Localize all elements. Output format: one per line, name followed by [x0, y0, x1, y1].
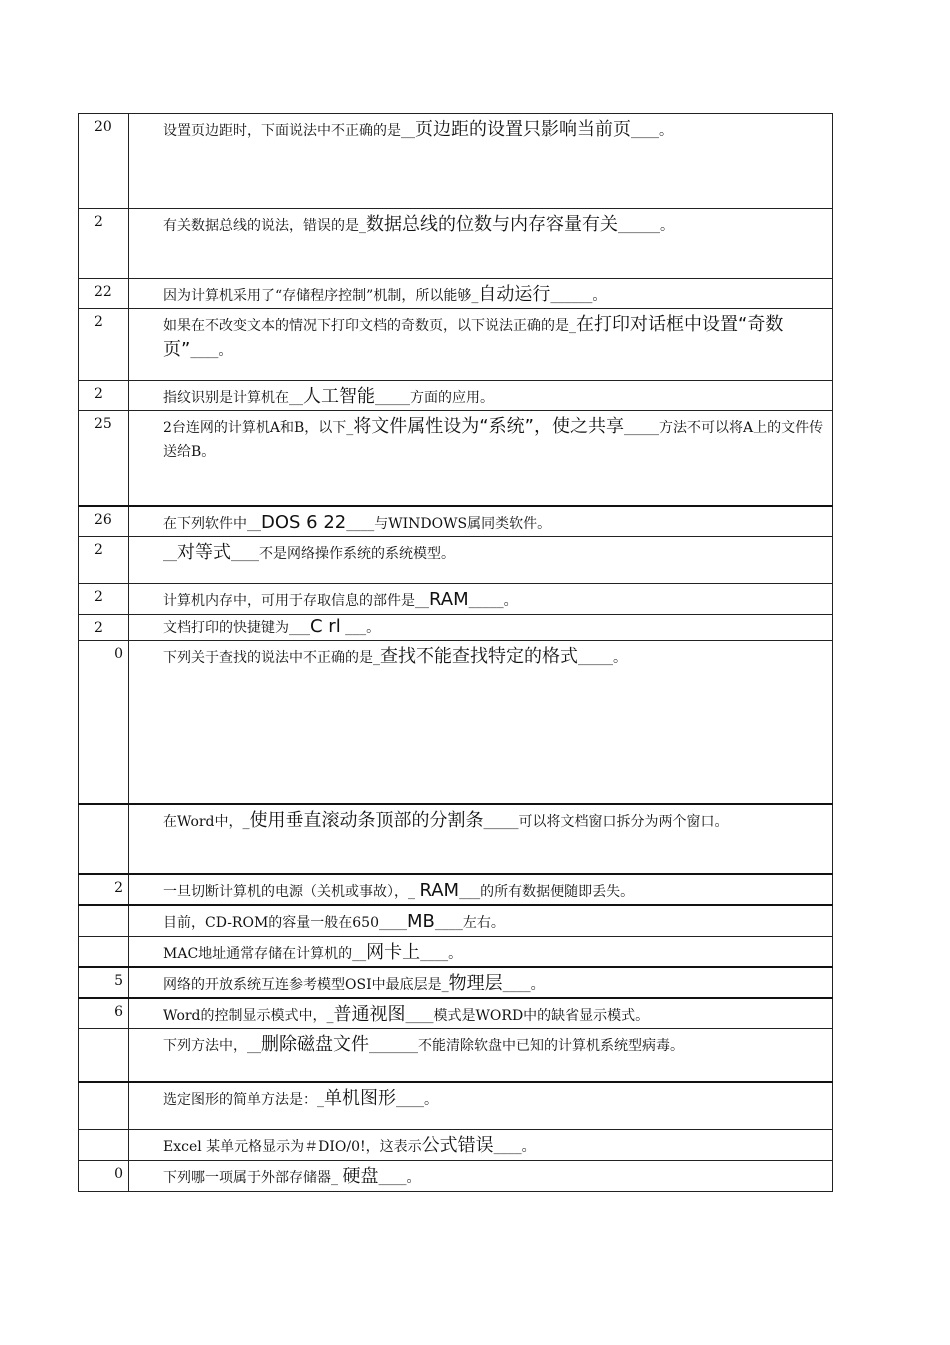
- question-text: 文档打印的快捷键为___: [163, 619, 310, 636]
- answer-text: 使用垂直滚动条顶部的分割条: [249, 810, 484, 831]
- answer-text: 查找不能查找特定的格式: [380, 645, 578, 667]
- answer-text: 自动运行: [478, 284, 551, 305]
- question-cell: [129, 279, 833, 309]
- table-row: [79, 1161, 833, 1192]
- question-cell: [129, 614, 833, 640]
- question-text: 有关数据总线的说法，错误的是_: [163, 218, 366, 234]
- answer-blank: _____方面的应用。: [375, 390, 494, 406]
- row-number: [79, 1029, 129, 1082]
- answer-text: 硬盘: [342, 1166, 379, 1187]
- answer-text: 页边距的设置只影响当前页: [415, 119, 631, 140]
- question-text: 下列方法中，__: [163, 1038, 261, 1054]
- table-row: [79, 411, 833, 506]
- question-text: 下列哪一项属于外部存储器_: [163, 1170, 343, 1186]
- row-number: 25: [79, 411, 129, 506]
- row-number: 20: [79, 114, 129, 209]
- question-cell: [129, 1029, 833, 1082]
- question-cell: [129, 506, 833, 537]
- answer-blank: ____。: [420, 945, 463, 962]
- question-cell: [129, 309, 833, 381]
- question-text: 目前，CD-ROM的容量一般在650____: [163, 915, 408, 931]
- question-text: 选定图形的简单方法是：_: [163, 1091, 324, 1108]
- answer-text: C rl: [310, 615, 341, 637]
- row-number: 2: [79, 583, 129, 614]
- table-row: [79, 905, 833, 936]
- answer-text: DOS 6 22: [261, 511, 347, 533]
- answer-blank: _____方法不可以将A上的文件传送给B。: [163, 420, 824, 460]
- question-text: 2台连网的计算机A和B，以下_: [163, 420, 354, 436]
- table-row: [79, 967, 833, 998]
- answer-text: 删除磁盘文件: [261, 1034, 369, 1055]
- table-row: [79, 1029, 833, 1082]
- answer-blank: ____。: [502, 977, 545, 993]
- table-row: [79, 209, 833, 279]
- answer-text: 数据总线的位数与内存容量有关: [366, 214, 618, 235]
- question-cell: [129, 998, 833, 1029]
- question-text: 如果在不改变文本的情况下打印文档的奇数页，以下说法正确的是_: [163, 318, 576, 334]
- row-number: [79, 905, 129, 936]
- table-row: [79, 309, 833, 381]
- row-number: [79, 936, 129, 967]
- answer-text: 网卡上: [366, 941, 421, 963]
- row-number: 2: [79, 381, 129, 411]
- answer-text: RAM: [419, 880, 460, 901]
- table-row: [79, 279, 833, 309]
- table-row: [79, 998, 833, 1029]
- question-text: 下列关于查找的说法中不正确的是_: [163, 649, 380, 666]
- question-cell: [129, 905, 833, 936]
- answer-text: 普通视图: [333, 1004, 406, 1025]
- answer-blank: ___的所有数据便随即丢失。: [459, 884, 635, 900]
- table-row: [79, 874, 833, 905]
- table-row: [79, 114, 833, 209]
- table-row: [79, 640, 833, 804]
- table-row: [79, 583, 833, 614]
- answer-blank: ____模式是WORD中的缺省显示模式。: [405, 1008, 650, 1024]
- row-number: 22: [79, 279, 129, 309]
- question-cell: [129, 1161, 833, 1192]
- row-number: 26: [79, 506, 129, 537]
- question-text: 计算机内存中，可用于存取信息的部件是__: [163, 592, 429, 609]
- question-cell: [129, 209, 833, 279]
- table-row: [79, 804, 833, 874]
- question-cell: [129, 114, 833, 209]
- table-row: [79, 1130, 833, 1161]
- answer-blank: ____与WINDOWS属同类软件。: [346, 515, 552, 532]
- answer-text: 人工智能: [303, 386, 375, 407]
- question-text: __: [163, 545, 177, 562]
- question-cell: [129, 1130, 833, 1161]
- question-cell: [129, 583, 833, 614]
- row-number: 5: [79, 967, 129, 998]
- question-cell: [129, 1082, 833, 1130]
- question-cell: [129, 874, 833, 905]
- table-row: [79, 1082, 833, 1130]
- question-text: 在下列软件中__: [163, 515, 261, 532]
- question-text: Excel 某单元格显示为＃DIO/0!，这表示: [163, 1139, 422, 1155]
- answer-text: RAM: [429, 588, 469, 610]
- answer-blank: _____。: [578, 649, 627, 666]
- question-text: 因为计算机采用了“存储程序控制”机制，所以能够_: [163, 288, 479, 304]
- answer-blank: _______不能清除软盘中已知的计算机系统型病毒。: [369, 1038, 684, 1054]
- row-number: 2: [79, 209, 129, 279]
- row-number: [79, 804, 129, 874]
- row-number: 2: [79, 536, 129, 583]
- answer-blank: ____。: [631, 123, 673, 139]
- row-number: 0: [79, 640, 129, 804]
- question-cell: [129, 804, 833, 874]
- answer-blank: ____。: [493, 1139, 536, 1155]
- question-cell: [129, 936, 833, 967]
- question-cell: [129, 536, 833, 583]
- answer-text: 对等式: [177, 541, 231, 563]
- row-number: 0: [79, 1161, 129, 1192]
- row-number: 6: [79, 998, 129, 1029]
- answer-blank: ______。: [618, 218, 674, 234]
- answer-blank: ____不是网络操作系统的系统模型。: [231, 545, 455, 562]
- question-text: 一旦切断计算机的电源（关机或事故），_: [163, 884, 420, 900]
- answer-text: 公式错误: [421, 1135, 494, 1156]
- question-text: 网络的开放系统互连参考模型OSI中最底层是_: [163, 977, 449, 993]
- question-table: [78, 113, 833, 1192]
- answer-blank: _____可以将文档窗口拆分为两个窗口。: [483, 814, 729, 830]
- answer-blank: ___。: [340, 619, 381, 636]
- table-row: [79, 381, 833, 411]
- question-cell: [129, 967, 833, 998]
- answer-text: 单机图形: [324, 1087, 396, 1109]
- answer-blank: ____。: [396, 1091, 438, 1108]
- question-cell: [129, 640, 833, 804]
- row-number: 2: [79, 614, 129, 640]
- row-number: [79, 1082, 129, 1130]
- table-row: [79, 506, 833, 537]
- question-cell: [129, 381, 833, 411]
- answer-blank: ____左右。: [434, 915, 505, 931]
- answer-blank: ______。: [550, 288, 607, 304]
- question-text: MAC地址通常存储在计算机的__: [163, 945, 367, 962]
- question-text: 在Word中，_: [163, 814, 250, 830]
- answer-text: 在打印对话框中设置“奇数页”: [163, 314, 784, 360]
- question-text: 设置页边距时，下面说法中不正确的是__: [163, 123, 415, 139]
- question-cell: [129, 411, 833, 506]
- row-number: 2: [79, 874, 129, 905]
- answer-text: 物理层: [448, 973, 503, 994]
- answer-blank: ____。: [378, 1170, 421, 1186]
- row-number: 2: [79, 309, 129, 381]
- table-row: [79, 936, 833, 967]
- answer-blank: _____。: [468, 592, 518, 609]
- answer-text: MB: [407, 911, 435, 932]
- table-row: [79, 614, 833, 640]
- answer-text: 将文件属性设为“系统”，使之共享: [353, 416, 624, 437]
- question-text: 指纹识别是计算机在__: [163, 390, 303, 406]
- answer-blank: ____。: [190, 343, 233, 359]
- question-text: Word的控制显示模式中，_: [163, 1008, 334, 1024]
- row-number: [79, 1130, 129, 1161]
- table-row: [79, 536, 833, 583]
